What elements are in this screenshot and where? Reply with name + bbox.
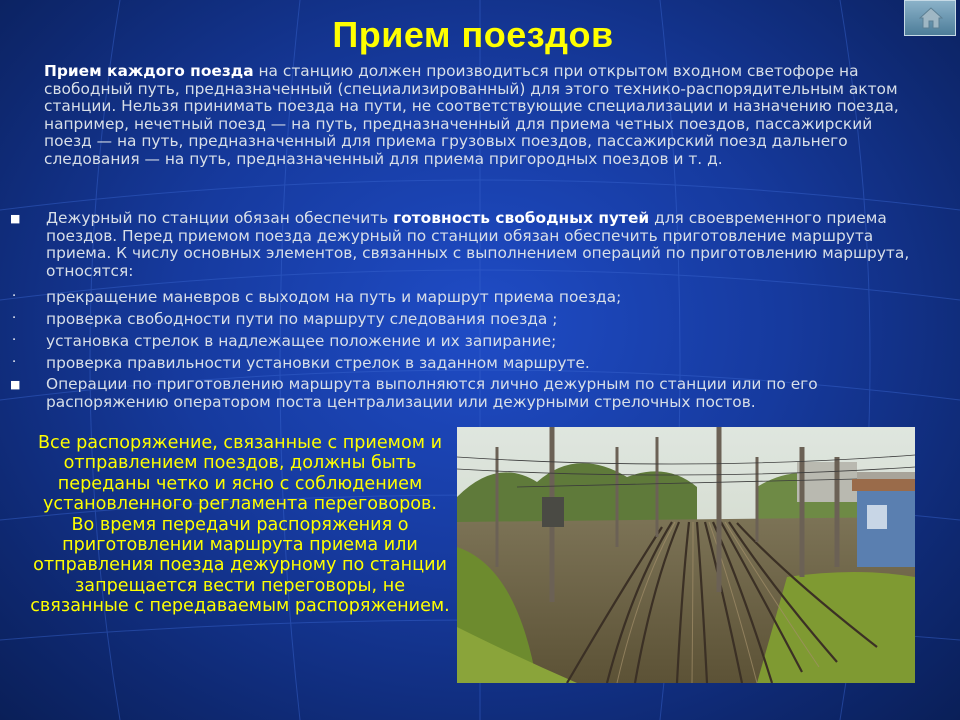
railway-photo [457,427,915,683]
operations-text: Операции по приготовлению маршрута выполняются лично дежурным по станции или по его распоряжению оператором поста централизации или дежурными стрелочных постов. [46,375,818,411]
bullet-dot-icon: · [12,289,17,304]
intro-text: на станцию должен производиться при открытом входном светофоре на свободный путь, предназначенный (специализированный) для этого технико-распорядительным актом станции. Нельзя принимать поезда на пути, не соответствующие специализации и назначению поезда, например, нечетный поезд — на путь, предназначенный для приема четных поездов, пассажирский поезд — на путь, предназначенный для приема грузовых поездов, пассажирский поезд дальнего следования — на путь, предназначенный для приема пригородных поездов и т. д. [44,62,899,168]
callout-text: Все распоряжение, связанные с приемом и отправлением поездов, должны быть переданы четко и ясно с соблюдением установленного регламента переговоров. Во время передачи распоряжения о приготовлении маршрута приема или отправления поезда дежурному по станции запрещается вести переговоры, не связанные с передаваемым распоряжением. [30,433,450,617]
duty-text [46,210,930,280]
bullet-square-icon: ■ [10,212,21,225]
sub-item-text: проверка свободности пути по маршруту следования поезда ; [46,310,558,328]
duty-text-bold: готовность свободных путей [393,209,650,227]
sub-item-text: проверка правильности установки стрелок в заданном маршруте. [46,354,590,372]
intro-paragraph [44,63,914,168]
slide-title: Прием поездов [332,14,614,55]
sub-item-text: установка стрелок в надлежащее положение и их запирание; [46,332,557,350]
railway-tracks-image [457,427,915,683]
bullet-dot-icon: · [12,355,17,370]
bullet-dot-icon: · [12,311,17,326]
duty-text-start: Дежурный по станции обязан обеспечить [46,209,394,227]
duty-text-end: для своевременного приема поездов. Перед приемом поезда дежурный по станции обязан обеспечить приготовление маршрута приема. К числу основных элементов, связанных с выполнением операций по приготовлению маршрута, относятся: [46,209,910,280]
home-icon [919,7,943,29]
bullet-dot-icon: · [12,333,17,348]
bullet-square-icon: ■ [10,378,21,391]
intro-lead: Прием каждого поезда [44,62,254,80]
home-button[interactable] [904,0,956,36]
sub-item-text: прекращение маневров с выходом на путь и маршрут приема поезда; [46,288,622,306]
